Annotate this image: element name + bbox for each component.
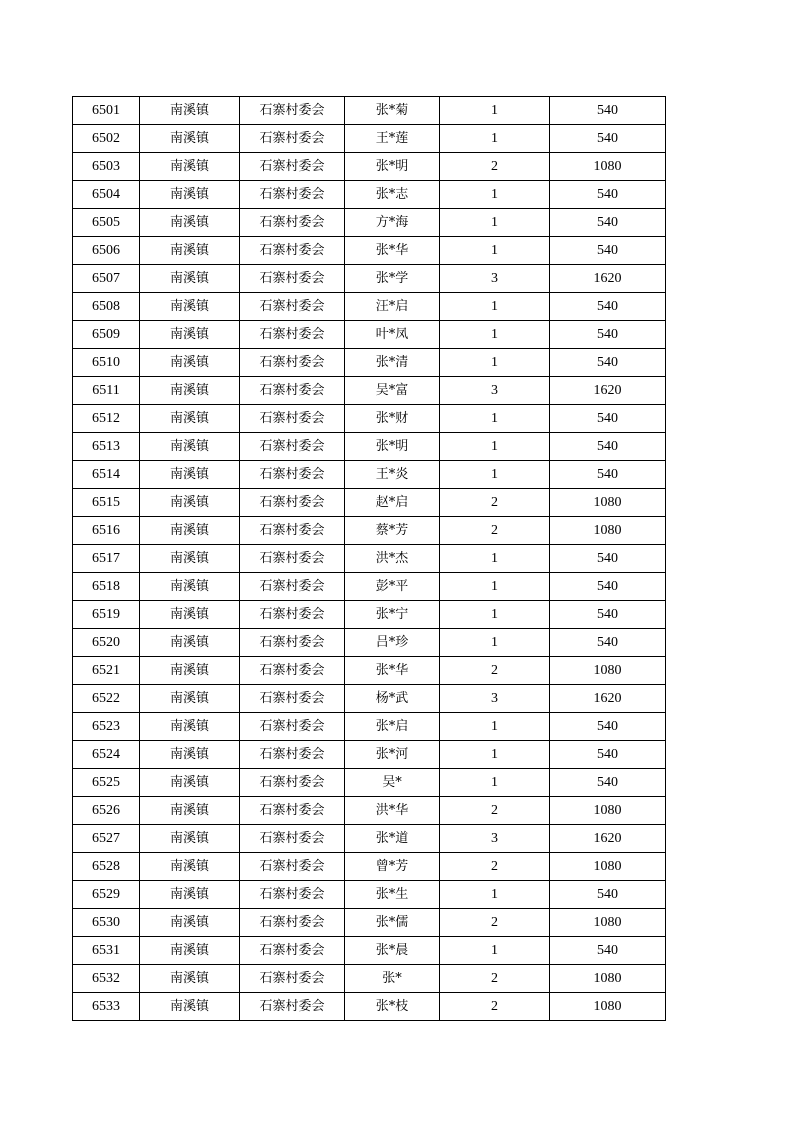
cell-id: 6527 (73, 825, 140, 853)
subsidy-table (72, 96, 666, 1021)
cell-committee: 石寨村委会 (240, 657, 345, 685)
cell-committee: 石寨村委会 (240, 461, 345, 489)
cell-committee: 石寨村委会 (240, 769, 345, 797)
cell-id: 6512 (73, 405, 140, 433)
cell-name: 张*志 (345, 181, 440, 209)
table-row (73, 377, 666, 405)
cell-id: 6509 (73, 321, 140, 349)
cell-town: 南溪镇 (140, 209, 240, 237)
cell-count: 1 (440, 349, 550, 377)
cell-town: 南溪镇 (140, 461, 240, 489)
cell-committee: 石寨村委会 (240, 349, 345, 377)
cell-count: 2 (440, 657, 550, 685)
cell-id: 6514 (73, 461, 140, 489)
cell-committee: 石寨村委会 (240, 909, 345, 937)
cell-id: 6525 (73, 769, 140, 797)
cell-count: 2 (440, 965, 550, 993)
cell-name: 张*明 (345, 153, 440, 181)
cell-town: 南溪镇 (140, 181, 240, 209)
cell-town: 南溪镇 (140, 405, 240, 433)
cell-id: 6531 (73, 937, 140, 965)
cell-id: 6523 (73, 713, 140, 741)
table-row (73, 517, 666, 545)
cell-name: 赵*启 (345, 489, 440, 517)
cell-committee: 石寨村委会 (240, 853, 345, 881)
cell-town: 南溪镇 (140, 909, 240, 937)
cell-id: 6533 (73, 993, 140, 1021)
cell-amount: 540 (550, 713, 666, 741)
table-row (73, 545, 666, 573)
cell-id: 6522 (73, 685, 140, 713)
cell-name: 张*华 (345, 657, 440, 685)
cell-id: 6502 (73, 125, 140, 153)
table-row (73, 237, 666, 265)
table-row (73, 181, 666, 209)
cell-id: 6501 (73, 97, 140, 125)
cell-name: 张*晨 (345, 937, 440, 965)
cell-name: 张*菊 (345, 97, 440, 125)
cell-id: 6515 (73, 489, 140, 517)
cell-amount: 1080 (550, 797, 666, 825)
cell-amount: 540 (550, 573, 666, 601)
cell-id: 6510 (73, 349, 140, 377)
cell-amount: 540 (550, 629, 666, 657)
cell-town: 南溪镇 (140, 349, 240, 377)
cell-amount: 540 (550, 237, 666, 265)
cell-committee: 石寨村委会 (240, 265, 345, 293)
table-row (73, 713, 666, 741)
cell-id: 6513 (73, 433, 140, 461)
cell-count: 2 (440, 153, 550, 181)
cell-committee: 石寨村委会 (240, 545, 345, 573)
cell-town: 南溪镇 (140, 741, 240, 769)
cell-id: 6508 (73, 293, 140, 321)
cell-town: 南溪镇 (140, 237, 240, 265)
cell-committee: 石寨村委会 (240, 433, 345, 461)
cell-name: 张*明 (345, 433, 440, 461)
cell-amount: 1080 (550, 517, 666, 545)
cell-amount: 540 (550, 97, 666, 125)
table-body (73, 97, 666, 1021)
cell-id: 6503 (73, 153, 140, 181)
cell-count: 2 (440, 909, 550, 937)
cell-committee: 石寨村委会 (240, 405, 345, 433)
cell-amount: 540 (550, 125, 666, 153)
cell-amount: 540 (550, 545, 666, 573)
cell-committee: 石寨村委会 (240, 517, 345, 545)
cell-amount: 1620 (550, 265, 666, 293)
cell-id: 6505 (73, 209, 140, 237)
table-row (73, 881, 666, 909)
cell-count: 1 (440, 545, 550, 573)
table-row (73, 573, 666, 601)
table-row (73, 657, 666, 685)
cell-name: 张*清 (345, 349, 440, 377)
cell-count: 1 (440, 741, 550, 769)
cell-town: 南溪镇 (140, 797, 240, 825)
table-row (73, 125, 666, 153)
cell-name: 王*炎 (345, 461, 440, 489)
cell-town: 南溪镇 (140, 713, 240, 741)
cell-committee: 石寨村委会 (240, 601, 345, 629)
cell-count: 1 (440, 321, 550, 349)
cell-name: 吕*珍 (345, 629, 440, 657)
cell-count: 1 (440, 125, 550, 153)
cell-id: 6528 (73, 853, 140, 881)
cell-committee: 石寨村委会 (240, 881, 345, 909)
table-row (73, 153, 666, 181)
cell-name: 杨*武 (345, 685, 440, 713)
cell-town: 南溪镇 (140, 125, 240, 153)
cell-town: 南溪镇 (140, 321, 240, 349)
cell-id: 6517 (73, 545, 140, 573)
cell-count: 1 (440, 629, 550, 657)
cell-name: 蔡*芳 (345, 517, 440, 545)
cell-count: 1 (440, 433, 550, 461)
cell-id: 6511 (73, 377, 140, 405)
cell-name: 王*莲 (345, 125, 440, 153)
cell-name: 张*财 (345, 405, 440, 433)
table-row (73, 629, 666, 657)
table-row (73, 909, 666, 937)
cell-amount: 540 (550, 181, 666, 209)
cell-count: 2 (440, 993, 550, 1021)
cell-committee: 石寨村委会 (240, 125, 345, 153)
cell-committee: 石寨村委会 (240, 181, 345, 209)
cell-town: 南溪镇 (140, 769, 240, 797)
table-row (73, 685, 666, 713)
table-row (73, 853, 666, 881)
cell-id: 6532 (73, 965, 140, 993)
cell-amount: 1620 (550, 377, 666, 405)
cell-id: 6506 (73, 237, 140, 265)
cell-id: 6520 (73, 629, 140, 657)
cell-committee: 石寨村委会 (240, 937, 345, 965)
cell-committee: 石寨村委会 (240, 629, 345, 657)
cell-amount: 1080 (550, 965, 666, 993)
table-row (73, 321, 666, 349)
cell-name: 张*儒 (345, 909, 440, 937)
cell-name: 张*宁 (345, 601, 440, 629)
table-row (73, 741, 666, 769)
table-row (73, 769, 666, 797)
cell-amount: 1080 (550, 853, 666, 881)
table-row (73, 293, 666, 321)
table-row (73, 405, 666, 433)
cell-count: 1 (440, 601, 550, 629)
cell-name: 张*华 (345, 237, 440, 265)
cell-amount: 540 (550, 741, 666, 769)
table-row (73, 937, 666, 965)
cell-count: 1 (440, 461, 550, 489)
cell-count: 2 (440, 797, 550, 825)
cell-amount: 540 (550, 881, 666, 909)
cell-id: 6507 (73, 265, 140, 293)
cell-town: 南溪镇 (140, 657, 240, 685)
table-row (73, 965, 666, 993)
cell-town: 南溪镇 (140, 685, 240, 713)
cell-count: 1 (440, 237, 550, 265)
cell-town: 南溪镇 (140, 853, 240, 881)
cell-town: 南溪镇 (140, 825, 240, 853)
table-row (73, 993, 666, 1021)
cell-committee: 石寨村委会 (240, 573, 345, 601)
table-row (73, 797, 666, 825)
cell-amount: 1080 (550, 657, 666, 685)
cell-amount: 540 (550, 433, 666, 461)
cell-name: 张*河 (345, 741, 440, 769)
cell-id: 6530 (73, 909, 140, 937)
cell-town: 南溪镇 (140, 545, 240, 573)
cell-id: 6529 (73, 881, 140, 909)
cell-amount: 1080 (550, 153, 666, 181)
table-row (73, 265, 666, 293)
cell-name: 汪*启 (345, 293, 440, 321)
cell-amount: 540 (550, 293, 666, 321)
cell-count: 3 (440, 685, 550, 713)
cell-id: 6519 (73, 601, 140, 629)
cell-committee: 石寨村委会 (240, 97, 345, 125)
table-row (73, 461, 666, 489)
table-row (73, 825, 666, 853)
cell-name: 叶*凤 (345, 321, 440, 349)
cell-amount: 540 (550, 601, 666, 629)
cell-town: 南溪镇 (140, 965, 240, 993)
cell-town: 南溪镇 (140, 293, 240, 321)
cell-town: 南溪镇 (140, 629, 240, 657)
cell-amount: 540 (550, 769, 666, 797)
cell-amount: 1080 (550, 993, 666, 1021)
cell-amount: 540 (550, 349, 666, 377)
cell-count: 3 (440, 265, 550, 293)
cell-town: 南溪镇 (140, 97, 240, 125)
cell-committee: 石寨村委会 (240, 489, 345, 517)
cell-committee: 石寨村委会 (240, 713, 345, 741)
cell-count: 1 (440, 573, 550, 601)
cell-count: 1 (440, 209, 550, 237)
cell-committee: 石寨村委会 (240, 293, 345, 321)
table-row (73, 433, 666, 461)
cell-name: 张*生 (345, 881, 440, 909)
cell-amount: 540 (550, 209, 666, 237)
table-row (73, 97, 666, 125)
cell-town: 南溪镇 (140, 489, 240, 517)
cell-committee: 石寨村委会 (240, 965, 345, 993)
cell-count: 2 (440, 489, 550, 517)
cell-committee: 石寨村委会 (240, 825, 345, 853)
cell-id: 6526 (73, 797, 140, 825)
cell-count: 1 (440, 713, 550, 741)
cell-committee: 石寨村委会 (240, 993, 345, 1021)
cell-id: 6524 (73, 741, 140, 769)
cell-count: 2 (440, 853, 550, 881)
cell-town: 南溪镇 (140, 881, 240, 909)
cell-count: 1 (440, 293, 550, 321)
cell-town: 南溪镇 (140, 153, 240, 181)
cell-name: 方*海 (345, 209, 440, 237)
cell-name: 吴* (345, 769, 440, 797)
cell-count: 1 (440, 97, 550, 125)
cell-name: 洪*杰 (345, 545, 440, 573)
cell-name: 张*枝 (345, 993, 440, 1021)
cell-committee: 石寨村委会 (240, 741, 345, 769)
cell-amount: 540 (550, 461, 666, 489)
cell-name: 洪*华 (345, 797, 440, 825)
cell-amount: 1080 (550, 909, 666, 937)
cell-committee: 石寨村委会 (240, 209, 345, 237)
cell-id: 6518 (73, 573, 140, 601)
cell-name: 张*学 (345, 265, 440, 293)
cell-amount: 540 (550, 405, 666, 433)
cell-amount: 540 (550, 321, 666, 349)
cell-count: 2 (440, 517, 550, 545)
cell-amount: 1620 (550, 685, 666, 713)
cell-name: 张* (345, 965, 440, 993)
cell-committee: 石寨村委会 (240, 321, 345, 349)
cell-name: 张*道 (345, 825, 440, 853)
cell-count: 3 (440, 377, 550, 405)
cell-count: 1 (440, 405, 550, 433)
table-row (73, 601, 666, 629)
cell-name: 吴*富 (345, 377, 440, 405)
cell-count: 1 (440, 881, 550, 909)
cell-town: 南溪镇 (140, 993, 240, 1021)
cell-count: 1 (440, 181, 550, 209)
table-row (73, 209, 666, 237)
cell-town: 南溪镇 (140, 265, 240, 293)
cell-amount: 540 (550, 937, 666, 965)
cell-committee: 石寨村委会 (240, 377, 345, 405)
cell-town: 南溪镇 (140, 433, 240, 461)
cell-name: 张*启 (345, 713, 440, 741)
cell-id: 6521 (73, 657, 140, 685)
cell-committee: 石寨村委会 (240, 685, 345, 713)
cell-town: 南溪镇 (140, 377, 240, 405)
cell-town: 南溪镇 (140, 937, 240, 965)
cell-town: 南溪镇 (140, 601, 240, 629)
table-row (73, 349, 666, 377)
cell-count: 3 (440, 825, 550, 853)
cell-id: 6516 (73, 517, 140, 545)
table-row (73, 489, 666, 517)
cell-name: 彭*平 (345, 573, 440, 601)
cell-committee: 石寨村委会 (240, 797, 345, 825)
cell-count: 1 (440, 769, 550, 797)
cell-committee: 石寨村委会 (240, 237, 345, 265)
cell-count: 1 (440, 937, 550, 965)
cell-town: 南溪镇 (140, 517, 240, 545)
cell-id: 6504 (73, 181, 140, 209)
cell-name: 曾*芳 (345, 853, 440, 881)
cell-committee: 石寨村委会 (240, 153, 345, 181)
cell-town: 南溪镇 (140, 573, 240, 601)
cell-amount: 1080 (550, 489, 666, 517)
cell-amount: 1620 (550, 825, 666, 853)
